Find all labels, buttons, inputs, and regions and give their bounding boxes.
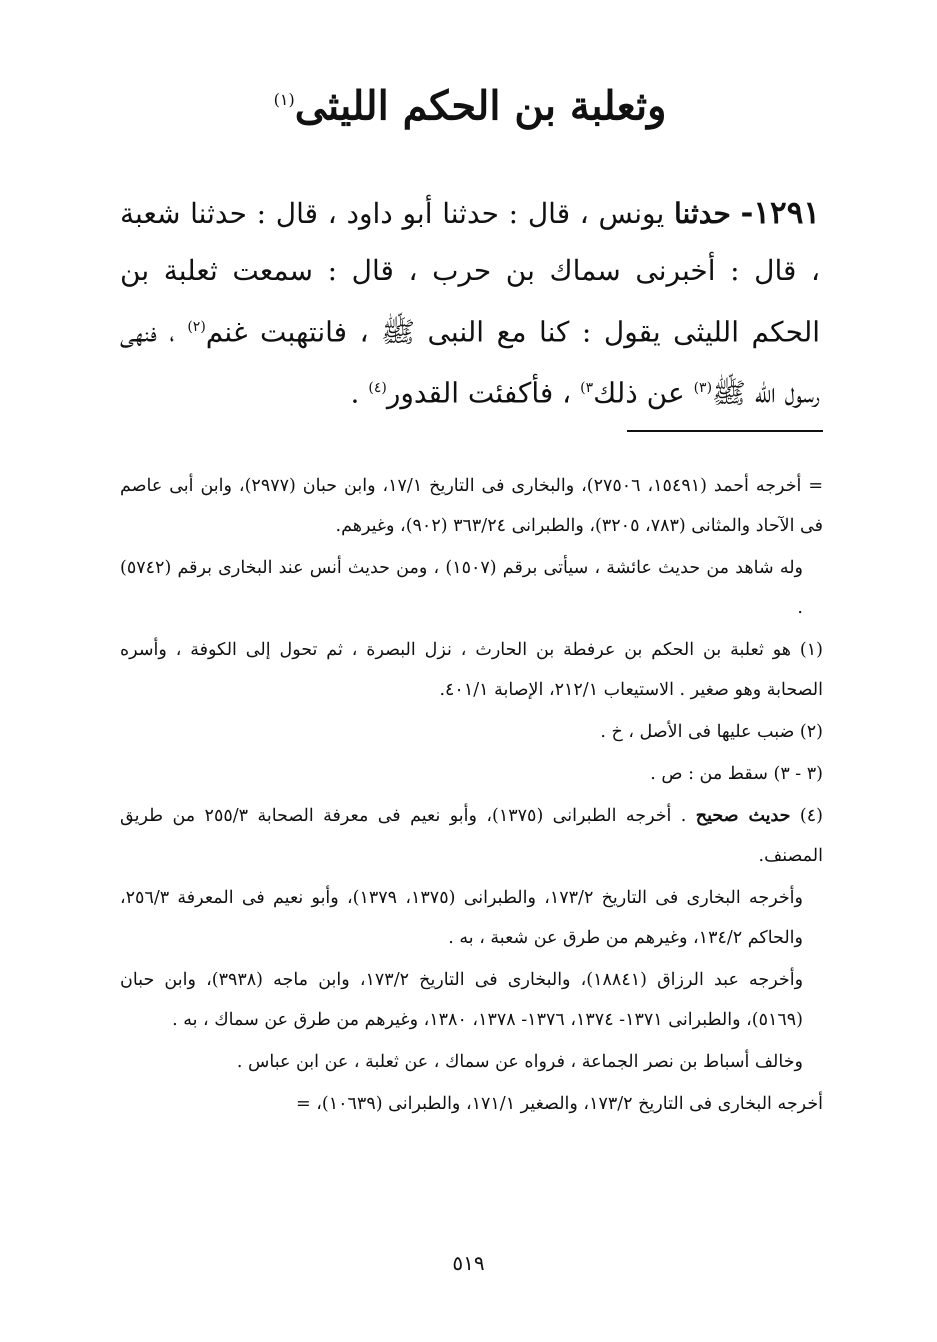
hadith-text-1: يونس ، قال : حدثنا أبو داود ، قال : حدثنا شعبة ، قال : أخبرنى سماك بن حرب ، قال : سمعت ثعلبة بن الحكم الليثى يقول : كنا مع النبى ﷺ ، فانتهبت غنم bbox=[120, 197, 821, 349]
page-number: ٥١٩ bbox=[452, 1251, 485, 1275]
footnote-ref-4: (٤) bbox=[368, 380, 387, 397]
footnote-continuation-1: = أخرجه أحمد (١٥٤٩١، ٢٧٥٠٦)، والبخارى فى التاريخ ١٧/١، وابن حبان (٢٩٧٧)، وابن أبى عاصم فى الآحاد والمثانى (٧٨٣، ٣٢٠٥)، والطبرانى ٣٦٣/٢٤ (٩٠٢)، وغيرهم. bbox=[120, 476, 823, 536]
hadith-text-4: ، فأكفئت القدور bbox=[386, 376, 572, 410]
hadith-text-5: . bbox=[350, 376, 360, 410]
footnote-1: (١) هو ثعلبة بن الحكم بن عرفطة بن الحارث ، نزل البصرة ، ثم تحول إلى الكوفة ، وأسره الصحابة وهو صغير . الاستيعاب ٢١٢/١، الإصابة ٤٠١/١. bbox=[120, 640, 823, 700]
hadith-text-3: عن ذلك bbox=[593, 376, 685, 410]
hadith-paragraph bbox=[120, 185, 820, 422]
footnote-4-text: . أخرجه الطبرانى (١٣٧٥)، وأبو نعيم فى معرفة الصحابة ٢٥٥/٣ من طريق المصنف. bbox=[120, 806, 823, 866]
footnote-ref-3-end: ٣) bbox=[580, 380, 594, 397]
footnote-ref-3-start: (٣) bbox=[693, 380, 713, 397]
footnote-paragraph-8: أخرجه البخارى فى التاريخ ١٧٣/٢، والصغير ١٧١/١، والطبرانى (١٠٦٣٩)، = bbox=[296, 1094, 823, 1114]
hadith-lead-word: حدثنا bbox=[674, 197, 731, 230]
footnote-ref-2: (٢) bbox=[187, 319, 206, 335]
footnote-paragraph-6: وأخرجه عبد الرزاق (١٨٨٤١)، والبخارى فى التاريخ ١٧٣/٢، وابن ماجه (٣٩٣٨)، وابن حبان (٥١٦٩)، والطبرانى ١٣٧١- ١٣٧٤، ١٣٧٦- ١٣٧٨، ١٣٨٠، وغيرهم من طرق عن سماك ، به . bbox=[120, 970, 804, 1030]
page-title bbox=[120, 70, 820, 136]
hadith-number: ١٢٩١- bbox=[740, 195, 820, 231]
footnote-paragraph-5: وأخرجه البخارى فى التاريخ ١٧٣/٢، والطبرانى (١٣٧٥، ١٣٧٩)، وأبو نعيم فى المعرفة ٢٥٦/٣، والحاكم ١٣٤/٢، وغيرهم من طرق عن شعبة ، به . bbox=[120, 888, 803, 948]
footnote-4 bbox=[120, 796, 823, 876]
footnote-continuation-2: وله شاهد من حديث عائشة ، سيأتى برقم (١٥٠٧) ، ومن حديث أنس عند البخارى برقم (٥٧٤٢) . bbox=[120, 558, 803, 618]
footnote-4-number: (٤) bbox=[799, 806, 823, 826]
footnote-paragraph-7: وخالف أسباط بن نصر الجماعة ، فرواه عن سماك ، عن ثعلبة ، عن ابن عباس . bbox=[236, 1052, 803, 1072]
footnote-4-grade: حديث صحيح bbox=[695, 806, 791, 826]
footnote-3: (٣ - ٣) سقط من : ص . bbox=[650, 764, 823, 784]
footnote-divider bbox=[627, 430, 823, 432]
title-footnote-ref: (١) bbox=[273, 90, 295, 109]
hadith-text-2: ، فنهى رسول الله ﷺ bbox=[120, 315, 820, 410]
title-text: وثعلبة بن الحكم الليثى bbox=[294, 82, 667, 130]
footnote-2: (٢) ضبب عليها فى الأصل ، خ . bbox=[600, 722, 823, 742]
footnotes-section bbox=[120, 466, 823, 1126]
